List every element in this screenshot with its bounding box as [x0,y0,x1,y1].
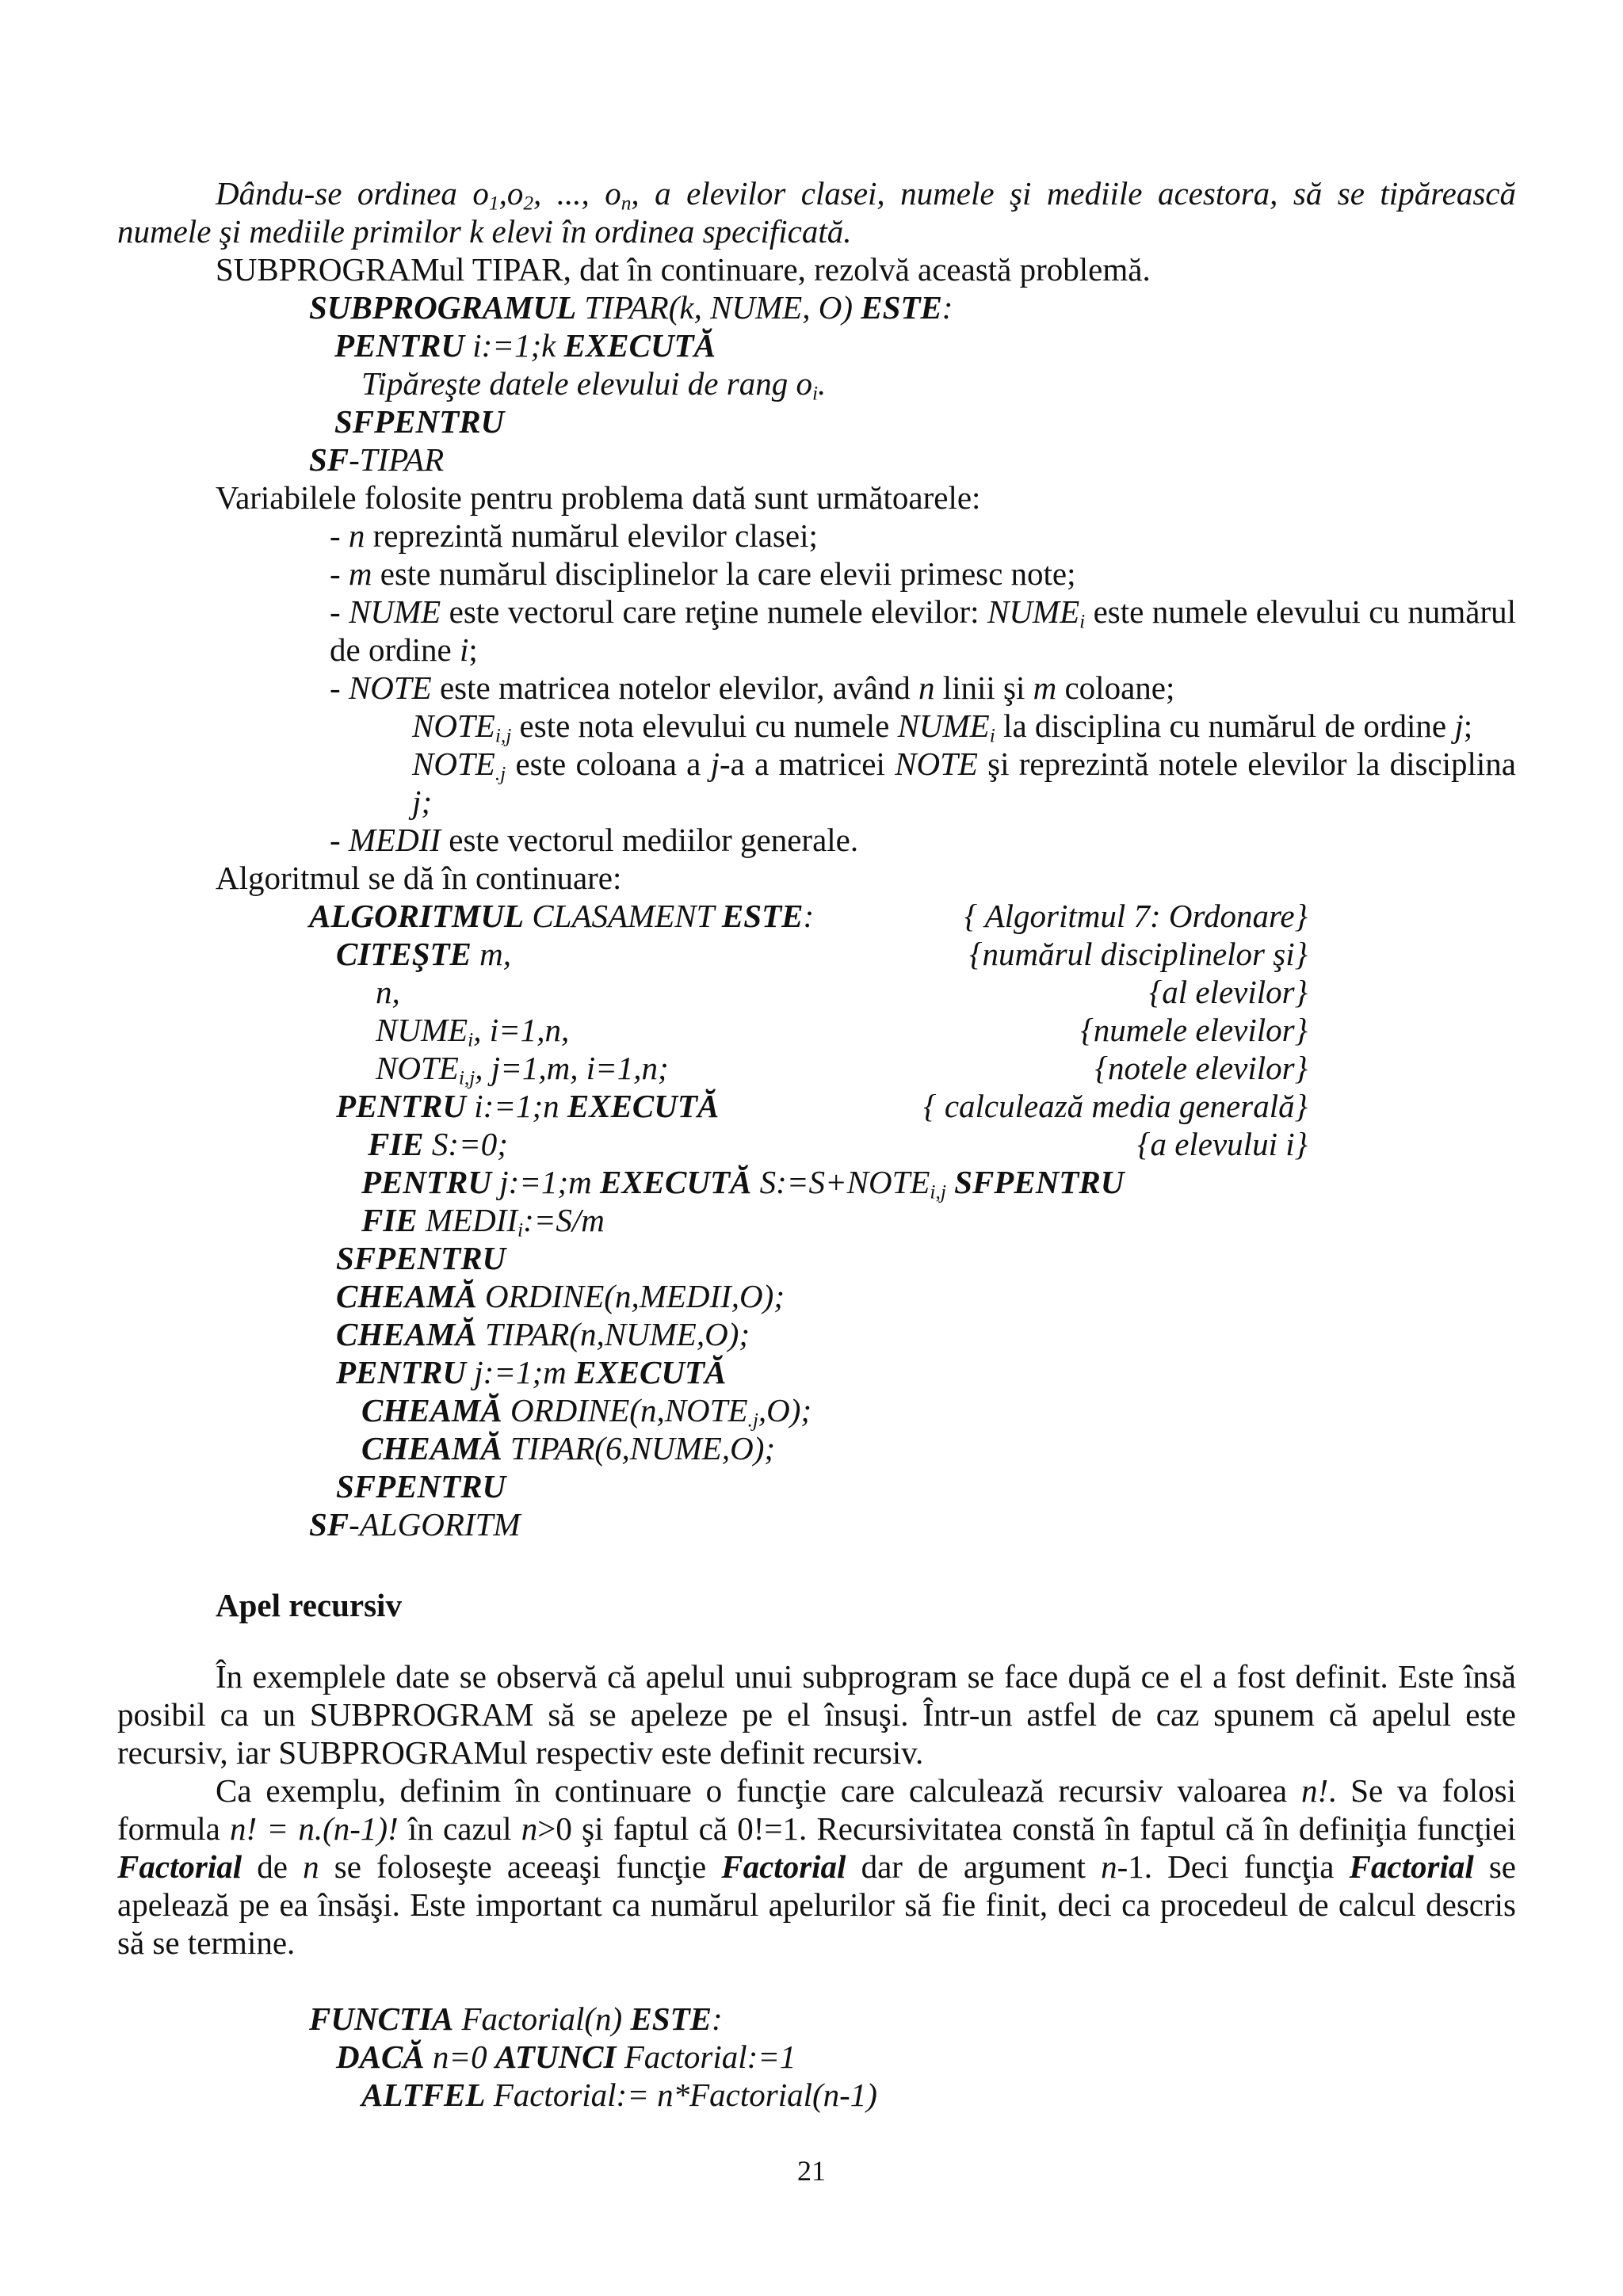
section-p2-line-3: Factorial de n se foloseşte aceeaşi funcţie Factorial dar de argument n-1. Deci funcţia Factorial se [117,1848,1517,1885]
var-nume-cont: de ordine i; [330,631,478,668]
algo-call-tipar: CHEAMĂ TIPAR(n,NUME,O); [336,1316,750,1352]
algo-comment-3: {al elevilor} [1148,974,1308,1010]
algo-fie-medii: FIE $MEDII_i:=S/m$ [361,1202,605,1241]
algo-read-n: n, [376,974,400,1010]
tipar-body: Tipăreşte datele elevului de rang $o_i$. [361,365,827,405]
algo-read-note: $NOTE_{i,j}$, j=1,m, i=1,n; [376,1050,669,1089]
var-note-j: $NOTE_{.j}$ este coloana a j-a a matricei NOTE şi reprezintă notele elevilor la disciplina [412,746,1516,785]
algo-header: ALGORITMUL CLASAMENT ESTE: [309,898,815,934]
factorial-header: FUNCTIA Factorial(n) ESTE: [309,2000,723,2037]
algo-loop-i: PENTRU i:=1;n EXECUTĂ [336,1088,720,1124]
algo-comment-4: {numele elevilor} [1080,1012,1308,1048]
algo-end: SF-ALGORITM [309,1506,521,1543]
var-medii: - MEDII este vectorul mediilor generale. [330,822,859,858]
vars-intro: Variabilele folosite pentru problema dată sunt următoarele: [216,479,981,516]
algo-read-nume: $NUME_i$, i=1,n, [376,1012,570,1051]
intro-line-3: SUBPROGRAMul TIPAR, dat în continuare, rezolvă această problemă. [216,251,1151,288]
intro-line-2: numele şi mediile primilor k elevi în ordinea specificată. [117,213,852,250]
var-n: - n reprezintă numărul elevilor clasei; [330,517,818,554]
algo-comment-6: { calculează media generală} [923,1088,1308,1124]
var-note: - NOTE este matricea notelor elevilor, având n linii şi m coloane; [330,669,1175,706]
algo-loop-j2: PENTRU j:=1;m EXECUTĂ [336,1354,727,1390]
var-note-j-cont: j; [412,784,433,820]
algo-call-ordine: CHEAMĂ ORDINE(n,MEDII,O); [336,1278,785,1314]
algo-read: CITEŞTE m, [336,936,511,972]
section-p1-line-1: În exemplele date se observă că apelul unui subprogram se face după ce el a fost definit. Este însă [216,1658,1516,1695]
tipar-end: SF-TIPAR [309,441,445,478]
intro-line-1: Dându-se ordinea $o_1,o_2$, ..., $o_n$, a elevilor clasei, numele şi mediile acestora, să se tipărească [216,175,1516,215]
section-heading: Apel recursiv [216,1587,402,1623]
algo-call-ordine-note: CHEAMĂ $ORDINE(n,NOTE_{.j},O)$; [361,1392,812,1432]
factorial-else: ALTFEL Factorial:= n*Factorial(n-1) [361,2077,877,2113]
algo-comment-7: {a elevului i} [1137,1126,1308,1162]
factorial-if: DACĂ n=0 ATUNCI Factorial:=1 [336,2039,796,2075]
algo-fie-s: FIE S:=0; [368,1126,508,1162]
algo-comment-1: { Algoritmul 7: Ordonare} [964,898,1308,934]
section-p2-line-5: să se termine. [117,1924,296,1961]
algo-call-tipar-6: CHEAMĂ TIPAR(6,NUME,O); [361,1430,776,1466]
algo-loop-j: PENTRU j:=1;m EXECUTĂ $S:=S+NOTE_{i,j}$ SFPENTRU [361,1164,1125,1203]
var-note-ij: $NOTE_{i,j}$ este nota elevului cu numele $NUME_i$ la disciplina cu numărul de ordine j; [412,707,1473,747]
algo-sfpentru-2: SFPENTRU [336,1468,506,1505]
tipar-sfpentru: SFPENTRU [334,403,505,440]
section-p2-line-1: Ca exemplu, definim în continuare o funcţie care calculează recursiv valoarea n!. Se va folosi [216,1772,1516,1809]
tipar-loop: PENTRU i:=1;k EXECUTĂ [334,327,716,364]
algo-comment-5: {notele elevilor} [1094,1050,1308,1086]
page-number: 21 [797,2155,826,2187]
section-p1-line-3: recursiv, iar SUBPROGRAMul respectiv este definit recursiv. [117,1734,924,1771]
var-nume: - NUME este vectorul care reţine numele elevilor: $NUME_i$ este numele elevului cu numărul [330,593,1517,633]
algo-sfpentru-1: SFPENTRU [336,1240,506,1276]
algo-intro: Algoritmul se dă în continuare: [216,860,622,896]
section-p2-line-2: formula n! = n.(n-1)! în cazul n>0 şi faptul că 0!=1. Recursivitatea constă în faptul că în definiţia funcţiei [117,1810,1516,1847]
tipar-header: SUBPROGRAMUL TIPAR(k, NUME, O) ESTE: [309,289,953,326]
section-p2-line-4: apelează pe ea însăşi. Este important ca numărul apelurilor să fie finit, deci ca procedeul de calcul descris [117,1886,1516,1923]
algo-comment-2: {numărul disciplinelor şi} [969,936,1308,972]
var-m: - m este numărul disciplinelor la care elevii primesc note; [330,555,1076,592]
section-p1-line-2: posibil ca un SUBPROGRAM să se apeleze pe el însuşi. Într-un astfel de caz spunem că apelul este [117,1696,1516,1733]
